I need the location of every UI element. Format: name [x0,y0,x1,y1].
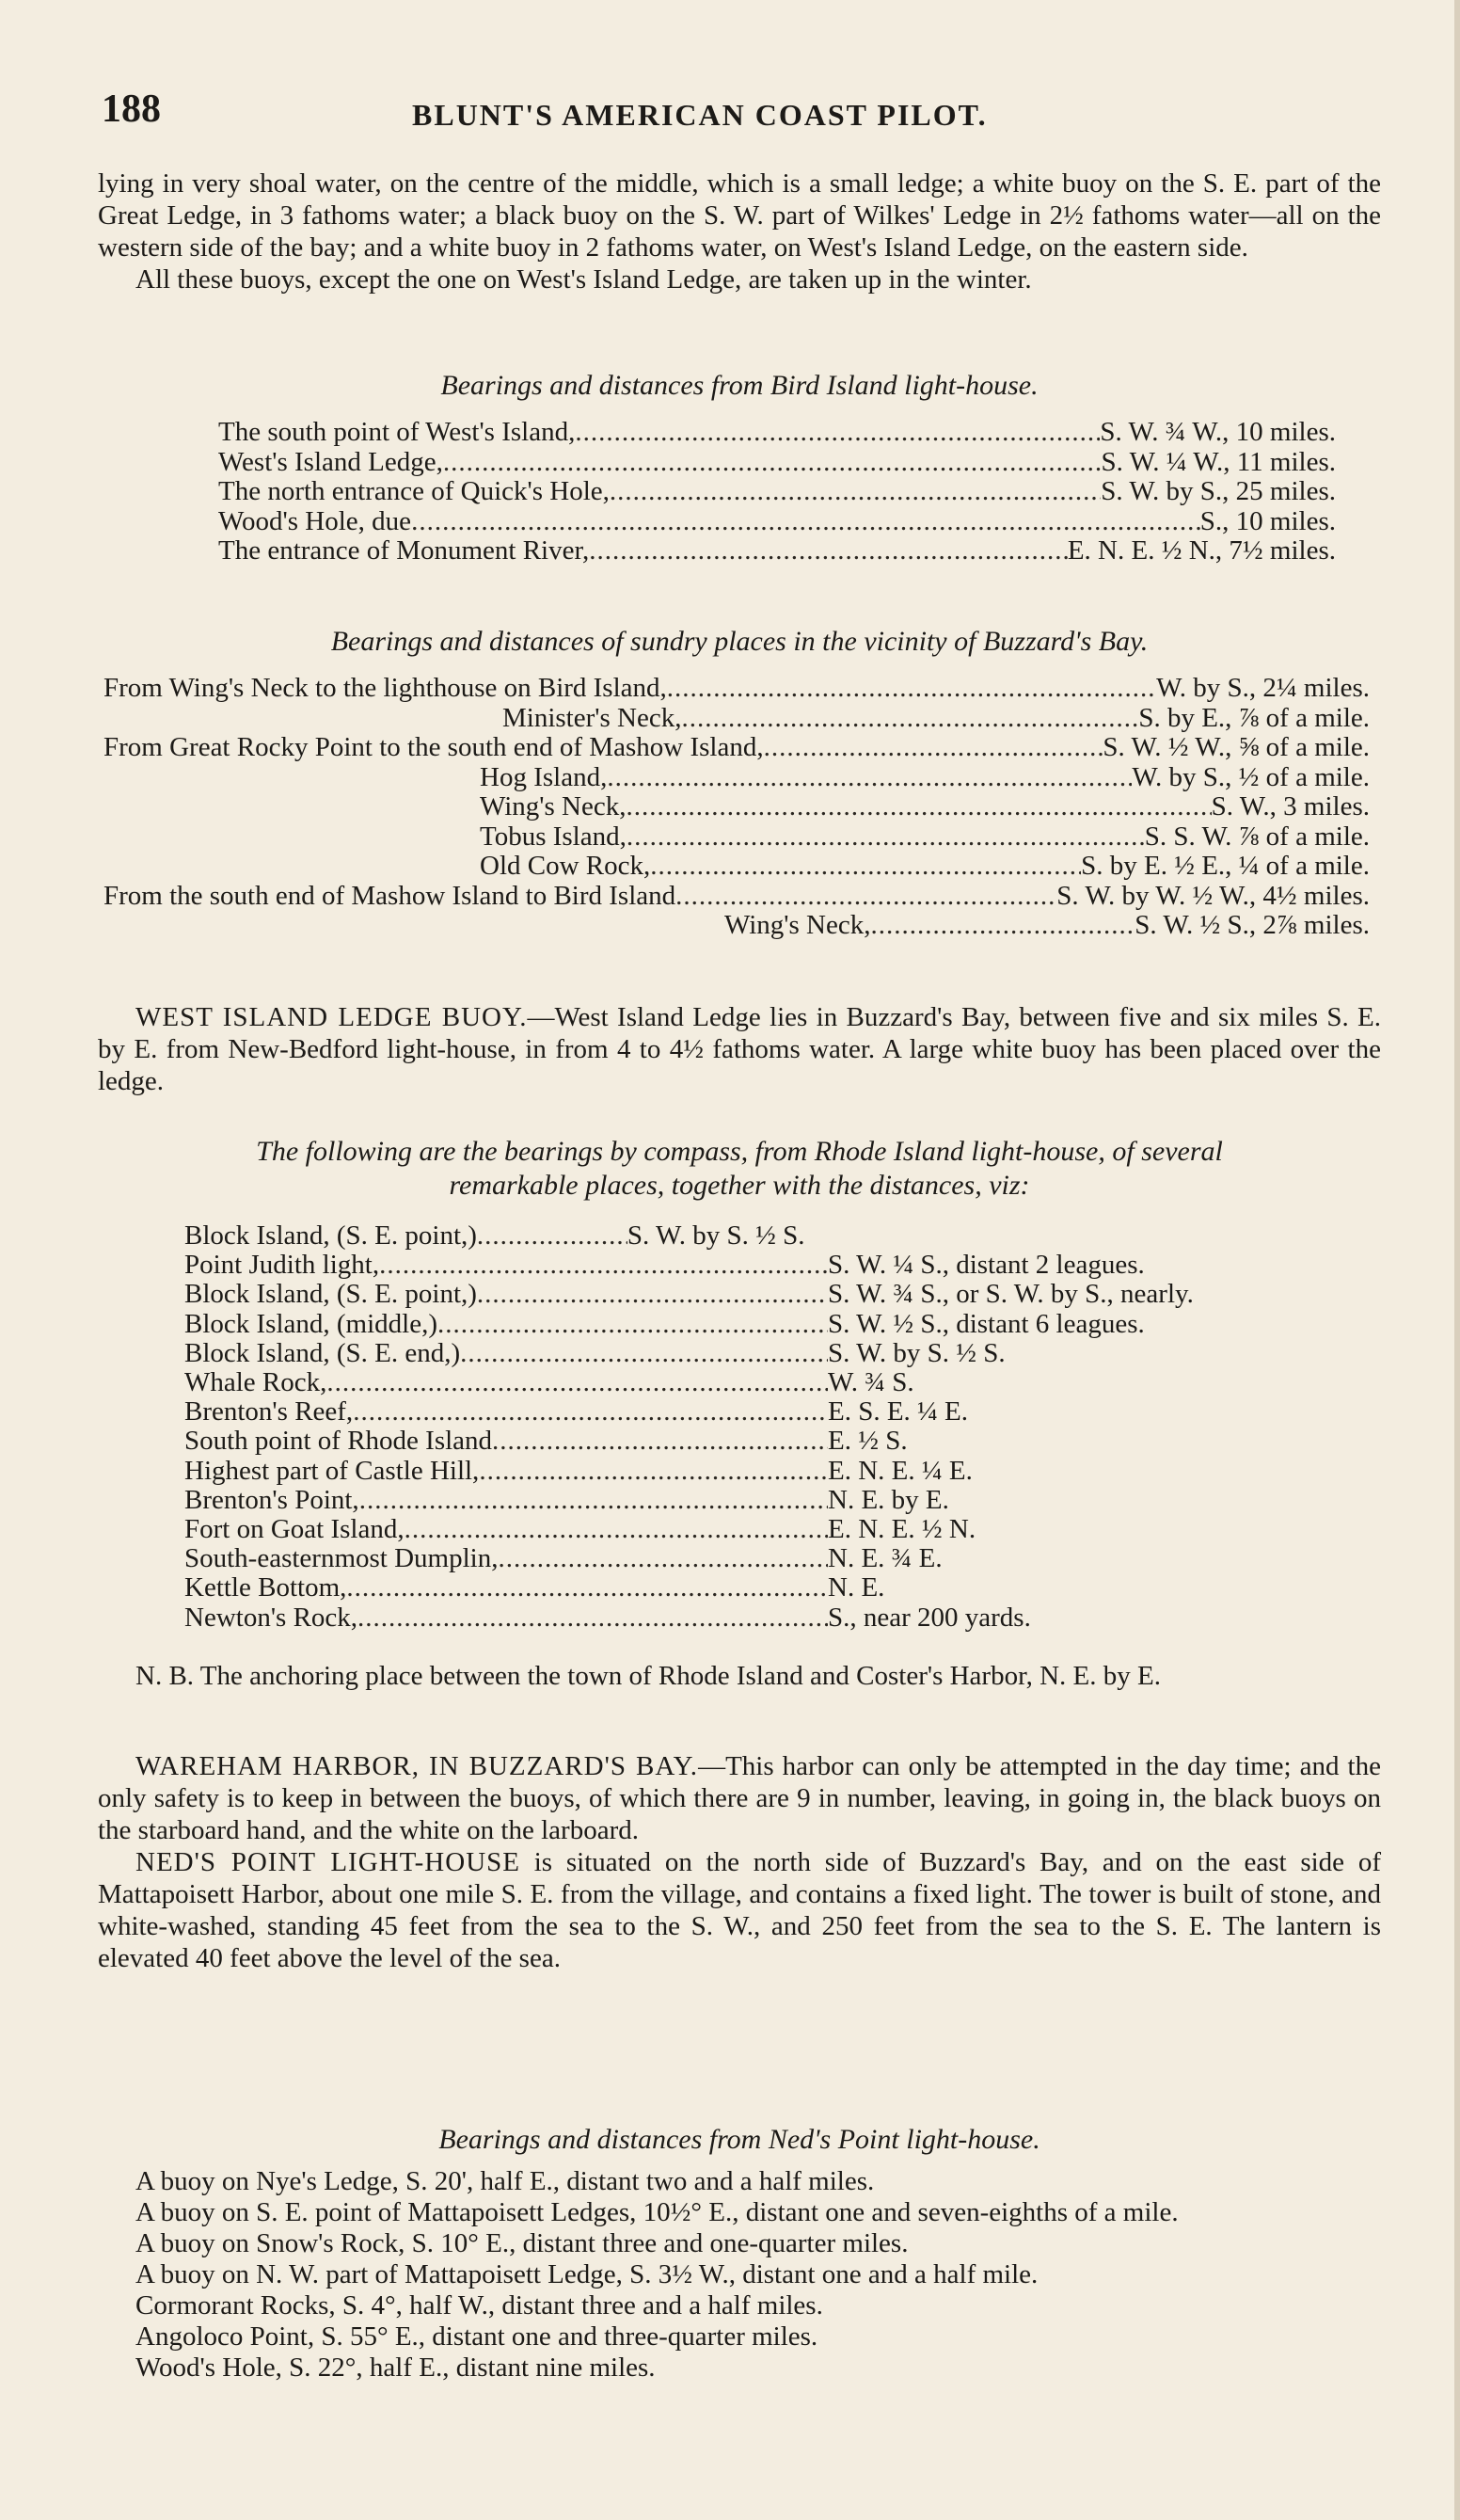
heading-line-1: The following are the bearings by compass, from Rhode Island light-house, of several [256,1136,1223,1167]
west-island-paragraph [98,1001,1381,1097]
bearing-line: A buoy on S. E. point of Mattapoisett Ledges, 10½° E., distant one and seven-eighths of a mile. [135,2197,1179,2227]
dot-leader [627,822,1145,853]
place-name: Block Island, (S. E. point,) [184,1220,477,1251]
dot-leader [346,1573,828,1603]
bearing: S. W. ½ W., ⅝ of a mile. [1103,732,1370,762]
rhode-island-table [184,1221,1317,1633]
rhode-island-heading [98,1135,1381,1203]
place-name: Brenton's Reef, [184,1396,354,1427]
dot-leader [477,1221,627,1251]
bearing: S. W. ¼ W., 11 miles. [1101,446,1336,477]
table-row [184,1544,1317,1573]
bearing-line: Wood's Hole, S. 22°, half E., distant nine miles. [135,2353,656,2383]
table-row [103,822,1370,853]
place-name: The south point of West's Island, [218,417,576,447]
place-name: Old Cow Rock, [480,851,651,881]
place-name: Block Island, (middle,) [184,1308,438,1339]
bearing: S., near 200 yards. [828,1602,1031,1633]
bearing: W. by S., 2¼ miles. [1156,673,1370,703]
place-name: From Wing's Neck to the lighthouse on Bird Island, [103,673,667,703]
bearing: S. W. ¾ W., 10 miles. [1100,417,1336,447]
bearing: S. by E., ⅞ of a mile. [1138,702,1370,733]
bearing-line: A buoy on N. W. part of Mattapoisett Ledge, S. 3½ W., distant one and a half mile. [135,2259,1039,2289]
intro-paragraph-1: lying in very shoal water, on the centre of the middle, which is a small ledge; a white buoy on the S. E. part of the Great Ledge, in 3 fathoms water; a black buoy on the S. W. part of Wilkes' Ledge in 2½ fathoms water—all on the western side of the bay; and a white buoy in 2 fathoms water, on West's Island Ledge, on the eastern side. [98,168,1381,263]
dot-leader [610,477,1101,507]
table-row [184,1486,1317,1515]
wareham-paragraph [98,1750,1381,1846]
table-row [184,1515,1317,1544]
place-name: Wing's Neck, [724,910,871,940]
bearing-line: Cormorant Rocks, S. 4°, half W., distant three and a half miles. [135,2290,823,2321]
table-row [184,1368,1317,1397]
dot-leader [443,448,1102,478]
dot-leader [379,1251,828,1280]
table-row [218,448,1336,478]
table-row [184,1339,1317,1368]
page-header [102,87,1381,143]
place-name: Highest part of Castle Hill, [184,1455,480,1486]
intro-text [98,167,1381,295]
place-name: The north entrance of Quick's Hole, [218,476,610,506]
section-title: WEST ISLAND LEDGE BUOY. [135,1002,528,1032]
bearing: N. E. ¾ E. [828,1543,943,1574]
table-row [103,882,1370,912]
dot-leader [681,704,1138,734]
place-name: Wing's Neck, [480,791,627,821]
bearing: S. W. by S., 25 miles. [1101,476,1336,506]
bearing: S. W. ¾ S., or S. W. by S., nearly. [828,1279,1194,1310]
place-name: Point Judith light, [184,1250,380,1281]
bearing: N. E. [828,1572,885,1603]
table-row [184,1310,1317,1339]
dot-leader [359,1486,828,1515]
table-row [184,1427,1317,1456]
table-row [103,792,1370,822]
bearing: W. by S., ½ of a mile. [1132,761,1370,792]
heading-line-2: remarkable places, together with the distances, viz: [449,1170,1030,1201]
table-row [184,1603,1317,1633]
bearing: S. W. ½ S., distant 6 leagues. [828,1308,1145,1339]
table-row [184,1221,1317,1251]
page-number: 188 [102,88,161,131]
buzzards-bay-heading: Bearings and distances of sundry places in the vicinity of Buzzard's Bay. [330,626,1149,657]
table-row [184,1457,1317,1486]
table-row [103,733,1370,763]
table-row [184,1397,1317,1427]
place-name: Block Island, (S. E. point,) [184,1279,477,1310]
bearing: S. W. by S. ½ S. [627,1220,805,1251]
dot-leader [326,1368,828,1397]
dot-leader [353,1397,828,1427]
dot-leader [477,1280,828,1309]
bearing: S. W. ¼ S., distant 2 leagues. [828,1250,1145,1281]
dot-leader [667,674,1156,704]
table-row [218,507,1336,537]
dot-leader [492,1427,828,1456]
place-name: Wood's Hole, due [218,505,412,536]
table-row [218,536,1336,566]
place-name: Newton's Rock, [184,1602,358,1633]
bearing: S. W., 3 miles. [1211,791,1370,821]
table-row [103,763,1370,793]
wareham-section [98,1750,1381,1974]
anchoring-note [98,1660,1381,1692]
dot-leader [411,507,1200,537]
bearing: S., 10 miles. [1199,505,1336,536]
table-row [184,1573,1317,1603]
bearing-line: A buoy on Snow's Rock, S. 10° E., distant three and one-quarter miles. [135,2228,909,2258]
dot-leader [675,882,1056,912]
bearing: E. N. E. ½ N., 7½ miles. [1067,535,1336,566]
dot-leader [460,1339,828,1368]
dot-leader [626,792,1211,822]
place-name: South point of Rhode Island [184,1426,493,1457]
table-row [184,1251,1317,1280]
place-name: Tobus Island, [480,821,627,852]
table-row [103,704,1370,734]
bearing: E. N. E. ¼ E. [828,1455,973,1486]
bearing: S. W. ½ S., 2⅞ miles. [1135,910,1370,940]
neds-point-paragraph [98,1846,1381,1974]
dot-leader [764,733,1103,763]
section-title: NED'S POINT LIGHT-HOUSE [135,1847,520,1877]
place-name: Minister's Neck, [502,702,682,733]
bearing: W. ¾ S. [828,1367,914,1398]
intro-paragraph-2: All these buoys, except the one on West's Island Ledge, are taken up in the winter. [135,264,1032,295]
bearing-line: Angoloco Point, S. 55° E., distant one and three-quarter miles. [135,2321,818,2352]
place-name: Brenton's Point, [184,1484,359,1515]
table-row [103,674,1370,704]
place-name: From Great Rocky Point to the south end of Mashow Island, [103,732,764,762]
place-name: South-easternmost Dumplin, [184,1543,499,1574]
dot-leader [650,852,1081,882]
section-title: WAREHAM HARBOR, IN BUZZARD'S BAY. [135,1751,699,1781]
dot-leader [870,911,1135,941]
running-title: BLUNT'S AMERICAN COAST PILOT. [412,98,988,132]
bearing: E. N. E. ½ N. [828,1514,976,1545]
table-row [218,418,1336,448]
section-text: —This harbor can only be attempted in the day time; and the only safety is to keep in between the buoys, of which there are 9 in number, leaving, in going in, the black buoys on the starboard hand, and the white on the larboard. [98,1751,1381,1845]
dot-leader [498,1544,828,1573]
table-row [103,911,1370,941]
bearing: E. S. E. ¼ E. [828,1396,969,1427]
bearing: S. W. by S. ½ S. [828,1337,1006,1368]
dot-leader [405,1515,828,1544]
neds-point-heading: Bearings and distances from Ned's Point light-house. [438,2124,1040,2155]
place-name: West's Island Ledge, [218,446,443,477]
note-text: N. B. The anchoring place between the town of Rhode Island and Coster's Harbor, N. E. by E. [135,1661,1161,1691]
dot-leader [607,763,1132,793]
buzzards-bay-table [103,674,1370,941]
place-name: Kettle Bottom, [184,1572,347,1603]
place-name: From the south end of Mashow Island to Bird Island [103,880,676,911]
section-text: —West Island Ledge lies in Buzzard's Bay, between five and six miles S. E. by E. from New-Bedford light-house, in from 4 to 4½ fathoms water. A large white buoy has been placed over the ledge. [98,1002,1381,1096]
bird-island-table [218,418,1336,566]
bird-island-heading: Bearings and distances from Bird Island light-house. [440,370,1039,401]
table-row [103,852,1370,882]
bearing: S. S. W. ⅞ of a mile. [1144,821,1370,852]
table-row [218,477,1336,507]
dot-leader [575,418,1100,448]
bearing: S. by E. ½ E., ¼ of a mile. [1081,851,1370,881]
bearing: S. W. by W. ½ W., 4½ miles. [1056,880,1370,911]
dot-leader [479,1457,828,1486]
place-name: Fort on Goat Island, [184,1514,405,1545]
place-name: Block Island, (S. E. end,) [184,1337,461,1368]
bearing: E. ½ S. [828,1426,908,1457]
neds-point-bearings [98,2166,1381,2384]
place-name: Hog Island, [480,761,608,792]
section-text: is situated on the north side of Buzzard's Bay, and on the east side of Mattapoisett Harbor, about one mile S. E. from the village, and contains a fixed light. The tower is built of stone, and white-washed, standing 45 feet from the sea to the S. W., and 250 feet from the sea to the S. E. The lantern is elevated 40 feet above the level of the sea. [98,1847,1381,1973]
bearing-line: A buoy on Nye's Ledge, S. 20', half E., distant two and a half miles. [135,2166,875,2196]
dot-leader [589,536,1068,566]
place-name: The entrance of Monument River, [218,535,590,566]
dot-leader [357,1603,828,1633]
table-row [184,1280,1317,1309]
page-edge [1454,0,1460,2520]
west-island-ledge-section [98,1001,1381,1097]
bearing: N. E. by E. [828,1484,949,1515]
place-name: Whale Rock, [184,1367,327,1398]
dot-leader [437,1310,828,1339]
